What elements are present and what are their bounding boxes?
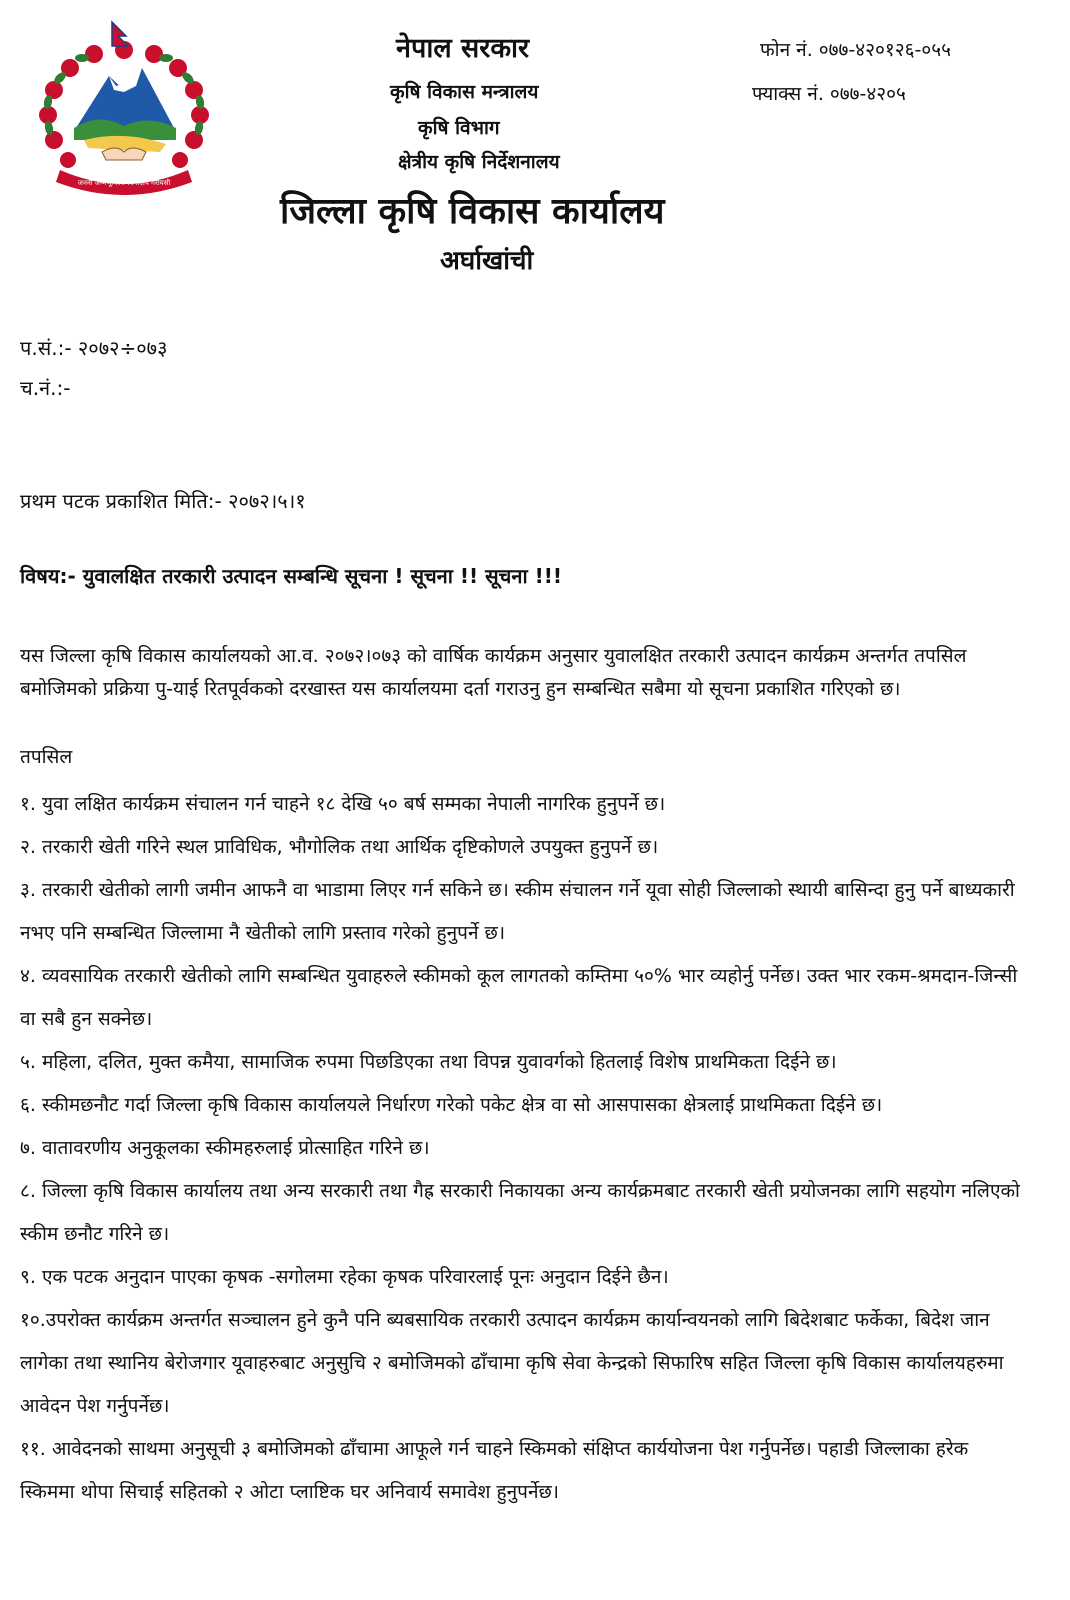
notice-subject: विषय:- युवालक्षित तरकारी उत्पादन सम्बन्धि सूचना ! सूचना !! सूचना !!!	[20, 564, 562, 588]
government-name: नेपाल सरकार	[396, 33, 530, 64]
condition-item: ७. वातावरणीय अनुकूलका स्कीमहरुलाई प्रोत्साहित गरिने छ।	[20, 1137, 430, 1159]
condition-item: १. युवा लक्षित कार्यक्रम संचालन गर्न चाहने १८ देखि ५० बर्ष सम्मका नेपाली नागरिक हुनुपर्ने छ।	[20, 793, 666, 815]
condition-item: ८. जिल्ला कृषि विकास कार्यालय तथा अन्य सरकारी तथा गैह्र सरकारी निकायका अन्य कार्यक्रमबाट तरकारी खेती प्रयोजनका लागि सहयोग नलिएको स्कीम छनौट गरिने छ।	[20, 1180, 1020, 1245]
nepal-government-emblem	[24, 20, 224, 195]
details-heading: तपसिल	[20, 746, 73, 768]
conditions-list	[20, 783, 1020, 1514]
condition-item: १०.उपरोक्त कार्यक्रम अन्तर्गत सञ्चालन हुने कुनै पनि ब्यबसायिक तरकारी उत्पादन कार्यक्रम कार्यान्वयनको लागि बिदेशबाट फर्केका, बिदेश जान लागेका तथा स्थानिय बेरोजगार यूवाहरुबाट अनुसुचि २ बमोजिमको ढाँचामा कृषि सेवा केन्द्रको सिफारिष सहित जिल्ला कृषि विकास कार्यालयहरुमा आवेदन पेश गर्नुपर्नेछ।	[20, 1309, 1004, 1417]
condition-item: २. तरकारी खेती गरिने स्थल प्राविधिक, भौगोलिक तथा आर्थिक दृष्टिकोणले उपयुक्त हुनुपर्ने छ।	[20, 836, 659, 858]
svg-text:जननी जन्मभूमिश्च स्वर्गादपि गर: जननी जन्मभूमिश्च स्वर्गादपि गरीयसी	[77, 179, 171, 187]
letter-number: प.सं.:- २०७२÷०७३	[20, 336, 168, 360]
phone-number: फोन नं. ०७७-४२०१२६-०५५	[760, 39, 952, 61]
directorate-name: क्षेत्रीय कृषि निर्देशनालय	[398, 151, 560, 173]
dispatch-number: च.नं.:-	[20, 376, 71, 400]
condition-item: ४. व्यवसायिक तरकारी खेतीको लागि सम्बन्धित युवाहरुले स्कीमको कूल लागतको कम्तिमा ५०% भार व्यहोर्नु पर्नेछ। उक्त भार रकम-श्रमदान-जिन्सी वा सबै हुन सक्नेछ।	[20, 965, 1018, 1030]
department-name: कृषि विभाग	[418, 117, 500, 139]
district-name: अर्घाखांची	[440, 246, 534, 276]
condition-item: ५. महिला, दलित, मुक्त कमैया, सामाजिक रुपमा पिछडिएका तथा विपन्न युवावर्गको हितलाई विशेष प्राथमिकता दिईने छ।	[20, 1051, 837, 1073]
office-name: जिल्ला कृषि विकास कार्यालय	[280, 191, 665, 232]
published-date: प्रथम पटक प्रकाशित मिति:- २०७२।५।१	[20, 489, 306, 513]
notice-body: यस जिल्ला कृषि विकास कार्यालयको आ.व. २०७२।०७३ को वार्षिक कार्यक्रम अनुसार युवालक्षित तरकारी उत्पादन कार्यक्रम अन्तर्गत तपसिल बमोजिमको प्रक्रिया पु-याई रितपूर्वकको दरखास्त यस कार्यालयमा दर्ता गराउनु हुन सम्बन्धित सबैमा यो सूचना प्रकाशित गरिएको छ।	[20, 645, 967, 700]
condition-item: ९. एक पटक अनुदान पाएका कृषक -सगोलमा रहेका कृषक परिवारलाई पूनः अनुदान दिईने छैन।	[20, 1266, 669, 1288]
ministry-name: कृषि विकास मन्त्रालय	[390, 81, 539, 103]
condition-item: ११. आवेदनको साथमा अनुसूची ३ बमोजिमको ढाँचामा आफूले गर्न चाहने स्किमको संक्षिप्त कार्ययोजना पेश गर्नुपर्नेछ। पहाडी जिल्लाका हरेक स्किममा थोपा सिचाई सहितको २ ओटा प्लाष्टिक घर अनिवार्य समावेश हुनुपर्नेछ।	[20, 1438, 969, 1503]
condition-item: ६. स्कीमछनौट गर्दा जिल्ला कृषि विकास कार्यालयले निर्धारण गरेको पकेट क्षेत्र वा सो आसपासका क्षेत्रलाई प्राथमिकता दिईने छ।	[20, 1094, 883, 1116]
condition-item: ३. तरकारी खेतीको लागी जमीन आफनै वा भाडामा लिएर गर्न सकिने छ। स्कीम संचालन गर्ने यूवा सोही जिल्लाको स्थायी बासिन्दा हुनु पर्ने बाध्यकारी नभए पनि सम्बन्धित जिल्लामा नै खेतीको लागि प्रस्ताव गरेको हुनुपर्ने छ।	[20, 879, 1015, 944]
fax-number: फ्याक्स नं. ०७७-४२०५	[752, 83, 906, 105]
